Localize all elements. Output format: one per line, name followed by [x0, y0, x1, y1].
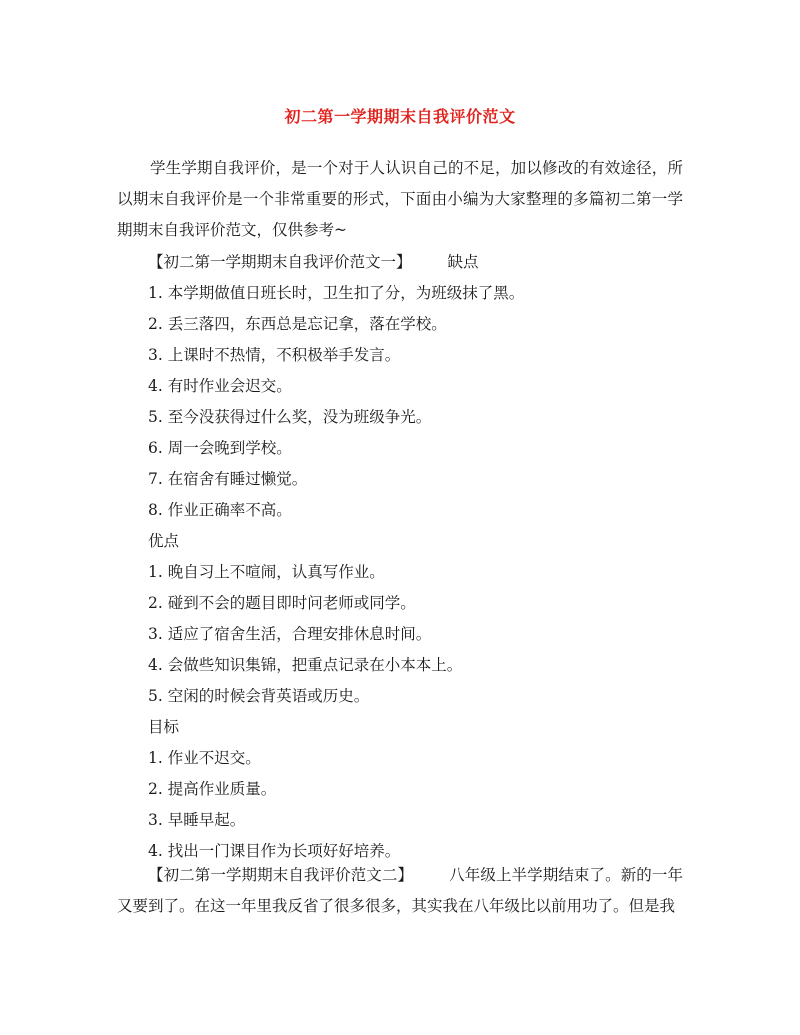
goal-item: 1. 作业不迟交。 [148, 749, 261, 767]
shortcoming-item: 4. 有时作业会迟交。 [148, 377, 292, 395]
goals-label: 目标 [148, 718, 180, 736]
shortcoming-item: 3. 上课时不热情，不积极举手发言。 [148, 346, 401, 364]
shortcoming-item: 1. 本学期做值日班长时，卫生扣了分，为班级抹了黑。 [148, 284, 525, 302]
strength-item: 4. 会做些知识集锦，把重点记录在小本本上。 [148, 656, 463, 674]
strengths-label: 优点 [148, 532, 180, 550]
section-two-paragraph [117, 860, 683, 922]
intro-paragraph: 学生学期自我评价，是一个对于人认识自己的不足，加以修改的有效途径，所以期末自我评价是一个非常重要的形式，下面由小编为大家整理的多篇初二第一学期期末自我评价范文，仅供参考~ [117, 159, 683, 239]
strength-item: 3. 适应了宿舍生活，合理安排休息时间。 [148, 625, 432, 643]
section-two-heading: 【初二第一学期期末自我评价范文二】 [148, 866, 414, 884]
shortcoming-item: 7. 在宿舍有睡过懒觉。 [148, 470, 308, 488]
shortcoming-item: 2. 丢三落四，东西总是忘记拿，落在学校。 [148, 315, 447, 333]
strength-item: 2. 碰到不会的题目即时问老师或同学。 [148, 594, 416, 612]
shortcoming-item: 8. 作业正确率不高。 [148, 501, 292, 519]
section-two-text: 八年级上半学期结束了。新的一年又要到了。在这一年里我反省了很多很多，其实我在八年级比以前用功了。但是我 [117, 866, 683, 915]
strength-item: 5. 空闲的时候会背英语或历史。 [148, 687, 370, 705]
shortcomings-label: 缺点 [447, 253, 479, 271]
shortcoming-item: 6. 周一会晚到学校。 [148, 439, 292, 457]
shortcoming-item: 5. 至今没获得过什么奖，没为班级争光。 [148, 408, 432, 426]
goal-item: 3. 早睡早起。 [148, 811, 246, 829]
section-one-heading: 【初二第一学期期末自我评价范文一】 [148, 253, 412, 271]
strength-item: 1. 晚自习上不喧闹，认真写作业。 [148, 563, 385, 581]
goal-item: 4. 找出一门课目作为长项好好培养。 [148, 842, 401, 860]
goal-item: 2. 提高作业质量。 [148, 780, 277, 798]
section-one-heading-line [148, 250, 479, 272]
document-title: 初二第一学期期末自我评价范文 [284, 107, 516, 126]
